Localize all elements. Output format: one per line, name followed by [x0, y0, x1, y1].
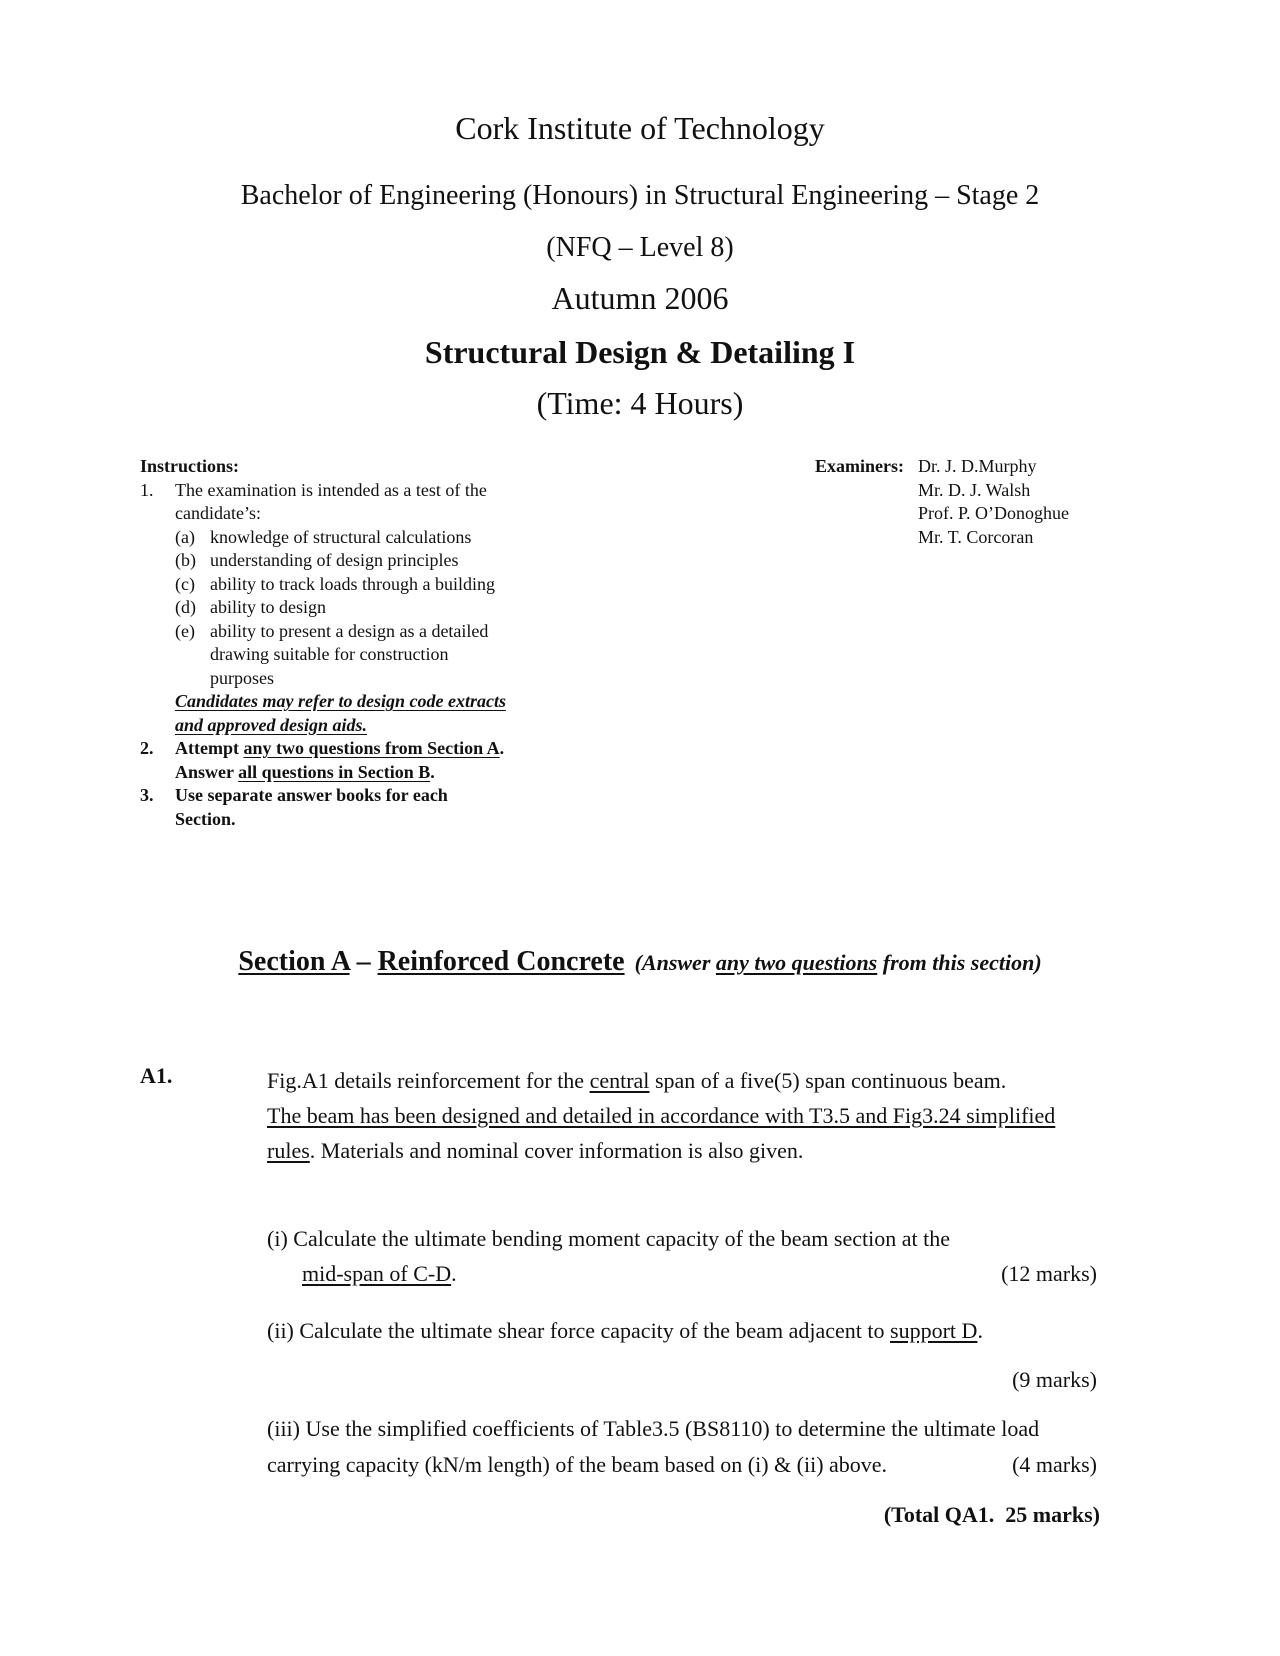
instruction-text: Answer	[175, 761, 239, 782]
section-heading	[0, 946, 1280, 978]
examiner-name: Prof. P. O’Donoghue	[918, 503, 1069, 523]
instruction-number: 1.	[140, 479, 154, 500]
examiners-label: Examiners:	[815, 456, 904, 476]
question-text: Fig.A1 details reinforcement for the	[267, 1068, 590, 1093]
institute-name: Cork Institute of Technology	[455, 110, 825, 146]
sublist-item	[175, 549, 570, 573]
instruction-text: Section.	[175, 808, 236, 829]
section-topic: Reinforced Concrete	[377, 946, 625, 977]
part-i-line2	[302, 1261, 457, 1287]
instruction-text: .	[499, 738, 505, 758]
question-emphasis: The beam has been designed and detailed in accordance with T3.5 and Fig3.24 simplified	[267, 1103, 1056, 1128]
section-instruction-emphasis: any two questions	[715, 950, 878, 975]
sublist-item	[175, 573, 570, 597]
instructions-heading: Instructions:	[140, 456, 240, 476]
design-aids-note: Candidates may refer to design code extracts	[175, 691, 506, 711]
exam-session: Autumn 2006	[551, 280, 729, 316]
question-emphasis: rules	[267, 1138, 310, 1163]
sublist-text: ability to track loads through a building	[210, 573, 495, 594]
examiner-name: Dr. J. D.Murphy	[918, 456, 1037, 476]
instruction-emphasis: all questions in Section B	[238, 761, 431, 782]
sublist-label: (c)	[175, 573, 195, 594]
instruction-text: candidate’s:	[175, 503, 261, 523]
part-ii-text: .	[977, 1318, 983, 1343]
part-ii-line1	[267, 1318, 983, 1344]
sublist-label: (d)	[175, 597, 196, 617]
part-iii-marks: (4 marks)	[1012, 1452, 1097, 1477]
sublist-text: ability to design	[210, 597, 326, 617]
section-label: Section A	[238, 946, 350, 977]
instruction-text: .	[430, 761, 435, 782]
programme-title: Bachelor of Engineering (Honours) in Structural Engineering – Stage 2	[240, 180, 1040, 211]
sublist-text: understanding of design principles	[210, 550, 459, 570]
exam-duration: (Time: 4 Hours)	[536, 385, 744, 421]
sublist-text: ability to present a design as a detailed	[210, 620, 489, 641]
sublist-item	[175, 526, 570, 550]
instruction-number: 2.	[140, 738, 154, 758]
question-emphasis: central	[589, 1068, 650, 1093]
part-i-marks: (12 marks)	[1001, 1261, 1097, 1286]
question-text: span of a five(5) span continuous beam.	[649, 1068, 1007, 1093]
section-instruction	[635, 950, 1042, 975]
examiners-list	[918, 455, 1069, 549]
sublist-item	[175, 620, 570, 691]
question-text: . Materials and nominal cover information is also given.	[309, 1138, 804, 1163]
part-i-emphasis: mid-span of C-D	[302, 1261, 452, 1286]
instruction-text: The examination is intended as a test of the	[175, 479, 487, 500]
subject-title: Structural Design & Detailing I	[424, 334, 856, 370]
section-instruction-text: from this section)	[877, 950, 1042, 975]
instruction-number: 3.	[140, 785, 154, 805]
question-total: (Total QA1. 25 marks)	[883, 1502, 1100, 1527]
examiner-name: Mr. T. Corcoran	[918, 526, 1034, 547]
part-ii-emphasis: support D	[890, 1318, 978, 1343]
instructions-block	[140, 455, 570, 831]
examiner-name: Mr. D. J. Walsh	[918, 479, 1031, 500]
section-instruction-text: (Answer	[634, 950, 716, 975]
part-iii-line1: (iii) Use the simplified coefficients of Table3.5 (BS8110) to determine the ultimate load	[267, 1416, 1040, 1441]
question-number: A1.	[140, 1063, 173, 1088]
sublist-text: knowledge of structural calculations	[210, 526, 472, 547]
part-ii-marks: (9 marks)	[1012, 1367, 1097, 1392]
instruction-sublist	[140, 526, 570, 738]
sublist-label: (b)	[175, 550, 196, 570]
sublist-text: purposes	[210, 667, 274, 688]
instruction-text: Attempt	[175, 738, 244, 758]
instruction-text: Use separate answer books for each	[175, 785, 448, 805]
nfq-level: (NFQ – Level 8)	[546, 232, 734, 263]
part-i-text: .	[451, 1261, 457, 1286]
sublist-label: (a)	[175, 526, 195, 547]
instruction-item-3	[140, 784, 570, 831]
instruction-emphasis: any two questions from Section A	[243, 738, 500, 758]
part-iii-line2: carrying capacity (kN/m length) of the beam based on (i) & (ii) above.	[267, 1452, 888, 1477]
part-i-line1: (i) Calculate the ultimate bending moment capacity of the beam section at the	[267, 1226, 950, 1251]
question-intro	[267, 1063, 1127, 1168]
part-ii-text: (ii) Calculate the ultimate shear force capacity of the beam adjacent to	[267, 1318, 891, 1343]
sublist-item	[175, 596, 570, 620]
instruction-item-2	[140, 737, 570, 784]
section-dash: –	[349, 946, 378, 977]
sublist-label: (e)	[175, 620, 195, 641]
sublist-text: drawing suitable for construction	[210, 644, 449, 664]
design-aids-note: and approved design aids.	[175, 714, 368, 735]
instruction-item-1	[140, 479, 570, 526]
